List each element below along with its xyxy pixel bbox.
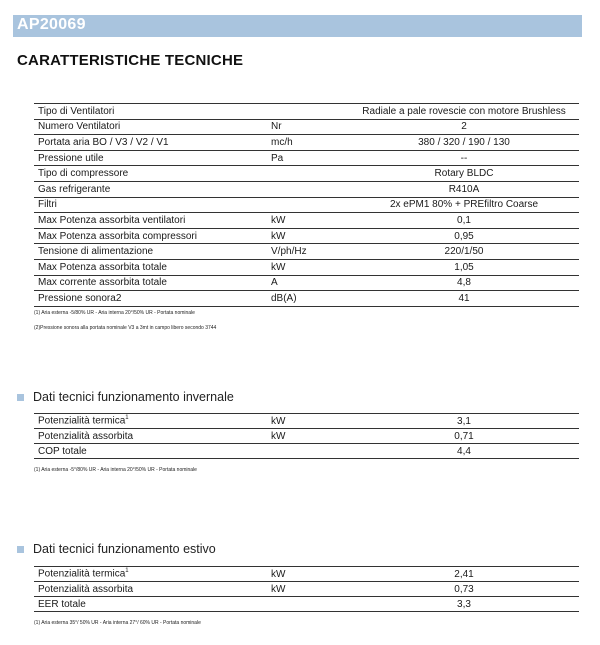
table-row bbox=[34, 429, 579, 444]
row-unit: A bbox=[267, 275, 349, 291]
table-row bbox=[34, 244, 579, 260]
row-value: 2 bbox=[349, 119, 579, 135]
summer-section-title: Dati tecnici funzionamento estivo bbox=[33, 542, 216, 556]
row-value: 0,71 bbox=[349, 429, 579, 444]
table-row bbox=[34, 275, 579, 291]
row-value: 41 bbox=[349, 291, 579, 307]
row-unit bbox=[267, 181, 349, 197]
row-label: Tipo di Ventilatori bbox=[38, 105, 115, 117]
row-value: Radiale a pale rovescie con motore Brushless bbox=[349, 104, 579, 120]
row-label-cell bbox=[34, 291, 267, 307]
row-label: Max Potenza assorbita ventilatori bbox=[38, 214, 186, 226]
row-unit: kW bbox=[267, 567, 349, 582]
row-label: Pressione sonora2 bbox=[38, 292, 122, 304]
table-row bbox=[34, 119, 579, 135]
row-label-cell bbox=[34, 135, 267, 151]
row-label-cell bbox=[34, 414, 267, 429]
row-unit: Nr bbox=[267, 119, 349, 135]
row-label: Numero Ventilatori bbox=[38, 121, 121, 133]
row-value: 0,73 bbox=[349, 582, 579, 597]
row-unit: mc/h bbox=[267, 135, 349, 151]
table-row bbox=[34, 228, 579, 244]
row-label-cell bbox=[34, 567, 267, 582]
row-label: Gas refrigerante bbox=[38, 183, 111, 195]
bullet-square-icon bbox=[17, 394, 24, 401]
row-value: 2x ePM1 80% + PREfiltro Coarse bbox=[349, 197, 579, 213]
row-label-cell bbox=[34, 150, 267, 166]
row-label: Filtri bbox=[38, 199, 57, 211]
row-unit: kW bbox=[267, 582, 349, 597]
page-title: CARATTERISTICHE TECNICHE bbox=[17, 52, 244, 69]
table-row bbox=[34, 259, 579, 275]
row-label: Max corrente assorbita totale bbox=[38, 277, 167, 289]
row-label-cell bbox=[34, 259, 267, 275]
summer-section-heading bbox=[17, 542, 216, 556]
row-label-cell bbox=[34, 213, 267, 229]
table-row bbox=[34, 567, 579, 582]
summer-note: (1) Aria esterna 35°/ 50% UR - Aria interna 27°/ 60% UR - Portata nominale bbox=[34, 620, 201, 626]
table-row bbox=[34, 181, 579, 197]
row-unit: kW bbox=[267, 414, 349, 429]
row-label: Potenzialità termica bbox=[38, 568, 126, 580]
table-row bbox=[34, 166, 579, 182]
row-value: 1,05 bbox=[349, 259, 579, 275]
row-label: EER totale bbox=[38, 598, 86, 610]
table-row bbox=[34, 582, 579, 597]
row-value: 4,8 bbox=[349, 275, 579, 291]
table-row bbox=[34, 104, 579, 120]
row-label-cell bbox=[34, 104, 267, 120]
row-label-cell bbox=[34, 275, 267, 291]
row-value: 2,41 bbox=[349, 567, 579, 582]
row-label: Max Potenza assorbita compressori bbox=[38, 230, 197, 242]
row-label: Portata aria BO / V3 / V2 / V1 bbox=[38, 136, 169, 148]
row-value: 0,1 bbox=[349, 213, 579, 229]
row-label: COP totale bbox=[38, 445, 87, 457]
row-unit bbox=[267, 597, 349, 612]
row-label: Tipo di compressore bbox=[38, 168, 129, 180]
table-row bbox=[34, 135, 579, 151]
header-bar bbox=[13, 15, 582, 37]
table-row bbox=[34, 213, 579, 229]
row-label-cell bbox=[34, 582, 267, 597]
winter-note: (1) Aria esterna -5°/80% UR - Aria interna 20°/50% UR - Portata nominale bbox=[34, 467, 197, 473]
row-unit: Pa bbox=[267, 150, 349, 166]
row-unit bbox=[267, 444, 349, 459]
row-value: 3,3 bbox=[349, 597, 579, 612]
row-label: Max Potenza assorbita totale bbox=[38, 261, 167, 273]
winter-section-heading bbox=[17, 390, 234, 404]
summer-specs-table bbox=[34, 566, 579, 612]
row-label: Potenzialità assorbita bbox=[38, 430, 134, 442]
table-row bbox=[34, 597, 579, 612]
row-label: Tensione di alimentazione bbox=[38, 246, 154, 258]
row-unit: kW bbox=[267, 228, 349, 244]
row-label-cell bbox=[34, 181, 267, 197]
row-unit: dB(A) bbox=[267, 291, 349, 307]
main-note-1: (1) Aria esterna -5/80% UR - Aria interna 20°/50% UR - Portata nominale bbox=[34, 310, 195, 316]
technical-specs-table bbox=[34, 103, 579, 307]
row-value: -- bbox=[349, 150, 579, 166]
row-unit: kW bbox=[267, 259, 349, 275]
row-unit bbox=[267, 104, 349, 120]
table-row bbox=[34, 414, 579, 429]
table-row bbox=[34, 444, 579, 459]
row-value: 4,4 bbox=[349, 444, 579, 459]
row-label-cell bbox=[34, 228, 267, 244]
row-label-cell bbox=[34, 444, 267, 459]
table-row bbox=[34, 197, 579, 213]
winter-section-title: Dati tecnici funzionamento invernale bbox=[33, 390, 234, 404]
row-unit bbox=[267, 166, 349, 182]
row-value: 0,95 bbox=[349, 228, 579, 244]
row-label-cell bbox=[34, 429, 267, 444]
winter-specs-table bbox=[34, 413, 579, 459]
footnote-marker: 1 bbox=[125, 568, 129, 575]
row-value: R410A bbox=[349, 181, 579, 197]
footnote-marker: 1 bbox=[125, 415, 129, 422]
row-label: Potenzialità assorbita bbox=[38, 583, 134, 595]
row-label: Pressione utile bbox=[38, 152, 104, 164]
main-note-2: (2)Pressione sonora alla portata nominale V3 a 3mt in campo libero secondo 3744 bbox=[34, 325, 217, 331]
row-label-cell bbox=[34, 244, 267, 260]
row-unit: kW bbox=[267, 213, 349, 229]
row-label-cell bbox=[34, 597, 267, 612]
row-unit: V/ph/Hz bbox=[267, 244, 349, 260]
row-label-cell bbox=[34, 119, 267, 135]
table-row bbox=[34, 150, 579, 166]
row-value: 220/1/50 bbox=[349, 244, 579, 260]
product-code: AP20069 bbox=[17, 16, 86, 33]
bullet-square-icon bbox=[17, 546, 24, 553]
row-value: 3,1 bbox=[349, 414, 579, 429]
row-value: Rotary BLDC bbox=[349, 166, 579, 182]
table-row bbox=[34, 291, 579, 307]
row-value: 380 / 320 / 190 / 130 bbox=[349, 135, 579, 151]
row-unit: kW bbox=[267, 429, 349, 444]
row-label: Potenzialità termica bbox=[38, 415, 126, 427]
row-unit bbox=[267, 197, 349, 213]
row-label-cell bbox=[34, 166, 267, 182]
row-label-cell bbox=[34, 197, 267, 213]
